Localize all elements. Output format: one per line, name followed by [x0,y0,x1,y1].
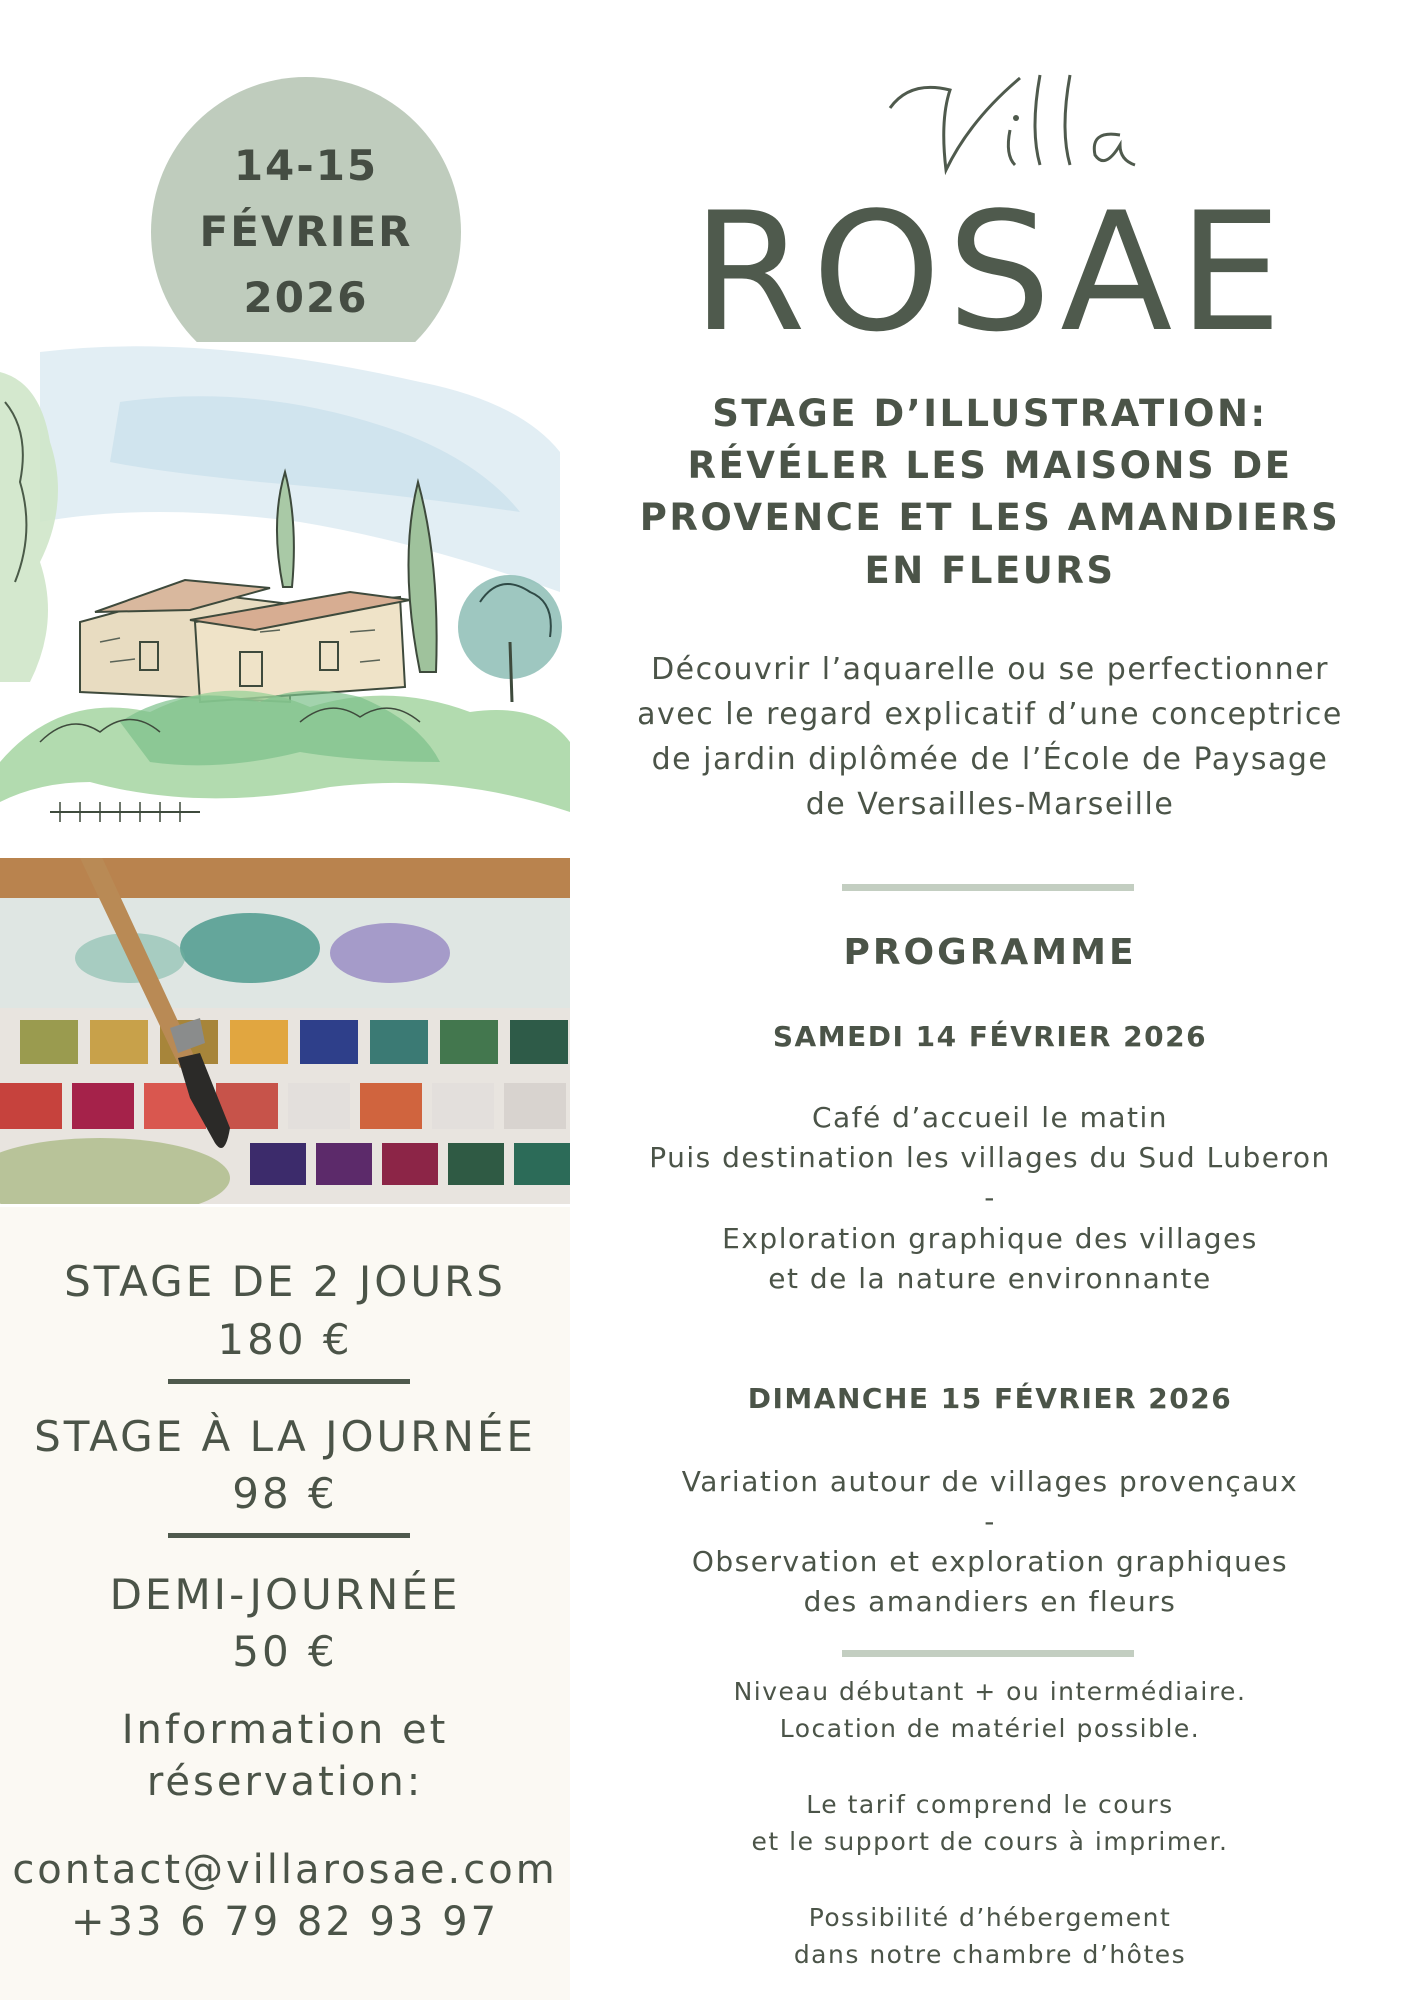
two-days-price: 180 € [217,1315,353,1364]
sunday-line: des amandiers en fleurs [803,1585,1177,1618]
description-line: de Versailles-Marseille [805,787,1175,822]
section-divider [842,1650,1134,1657]
description-line: avec le regard explicatif d’une conceptrice [637,697,1343,732]
pricing-panel [0,1207,570,2000]
half-day-price: 50 € [232,1627,338,1676]
section-divider [842,884,1134,891]
date-days: 14-15 [233,141,379,190]
saturday-line: Exploration graphique des villages [722,1222,1258,1255]
info-label: Information et [121,1707,449,1753]
note-line: dans notre chambre d’hôtes [793,1940,1187,1969]
sunday-heading: DIMANCHE 15 FÉVRIER 2026 [747,1382,1233,1415]
watercolor-house-illustration [0,342,570,847]
date-badge [151,77,461,387]
note-line: Le tarif comprend le cours [806,1790,1174,1819]
note-line: Niveau débutant + ou intermédiaire. [733,1677,1247,1706]
reservation-label: réservation: [146,1759,424,1805]
note-line: Location de matériel possible. [779,1714,1201,1743]
date-month: FÉVRIER [199,207,413,256]
half-day-label: DEMI-JOURNÉE [109,1570,461,1619]
contact-email[interactable]: contact@villarosae.com [12,1847,558,1893]
day-label: STAGE À LA JOURNÉE [34,1412,536,1461]
saturday-line: Puis destination les villages du Sud Luberon [649,1141,1331,1174]
programme-heading: PROGRAMME [843,932,1137,973]
note-line: et le support de cours à imprimer. [751,1827,1229,1856]
saturday-separator: - [984,1181,996,1214]
brand-name: ROSAE [692,177,1288,368]
title-line: RÉVÉLER LES MAISONS DE [687,444,1293,487]
saturday-heading: SAMEDI 14 FÉVRIER 2026 [772,1020,1208,1053]
contact-phone[interactable]: +33 6 79 82 93 97 [70,1899,500,1945]
sunday-line: Variation autour de villages provençaux [681,1465,1299,1498]
paint-palette-photo [0,858,570,1204]
house-sketch-image [0,342,570,847]
two-days-label: STAGE DE 2 JOURS [64,1257,506,1306]
title-line: EN FLEURS [864,549,1116,592]
description-line: Découvrir l’aquarelle ou se perfectionner [651,652,1329,687]
sunday-line: Observation et exploration graphiques [691,1545,1289,1578]
title-line: PROVENCE ET LES AMANDIERS [639,496,1341,539]
brand-script-logo [880,60,1140,190]
title-line: STAGE D’ILLUSTRATION: [712,392,1268,435]
pricing-divider [168,1379,410,1384]
pricing-divider [168,1533,410,1538]
sunday-separator: - [984,1505,996,1538]
saturday-line: Café d’accueil le matin [811,1101,1169,1134]
date-year: 2026 [243,273,369,322]
day-price: 98 € [232,1469,338,1518]
saturday-line: et de la nature environnante [768,1262,1212,1295]
palette-image [0,858,570,1204]
note-line: Possibilité d’hébergement [808,1903,1172,1932]
description-line: de jardin diplômée de l’École de Paysage [651,742,1329,777]
